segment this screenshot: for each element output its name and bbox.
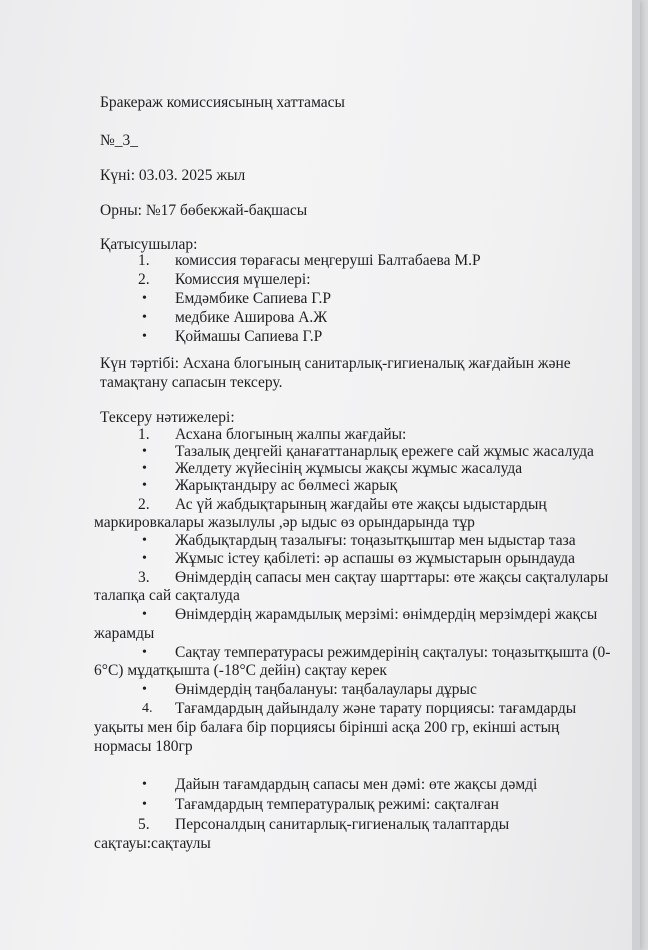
bullet-marker: •: [142, 682, 147, 697]
list-item-text: комиссия төрағасы меңгеруші Балтабаева М.Р: [175, 252, 481, 269]
list-marker: 2.: [138, 271, 150, 288]
list-marker: 1.: [138, 426, 150, 443]
list-item-text: Дайын тағамдардың сапасы мен дәмі: өте жақсы дәмді: [175, 776, 538, 793]
list-item-text: Өнімдердің таңбалануы: таңбалаулары дұрыс: [175, 681, 477, 698]
list-item-text: Комиссия мүшелері:: [175, 271, 311, 288]
list-item-text: Асхана блогының жалпы жағдайы:: [175, 426, 407, 443]
agenda-line: тамақтану сапасын тексеру.: [100, 374, 283, 391]
list-item-text: Жұмыс істеу қабілеті: әр аспашы өз жұмыстарын орындауда: [175, 550, 576, 567]
list-item-continuation: сақтауы:сақтаулы: [94, 835, 211, 852]
bullet-marker: •: [142, 797, 147, 812]
list-item-text: Тазалық деңгейі қанағаттанарлық ережеге сай жұмыс жасалуда: [175, 443, 594, 460]
list-item-continuation: талапқа сай сақталуда: [94, 587, 240, 604]
protocol-number: №_3_: [100, 132, 139, 149]
bullet-marker: 4.: [142, 701, 153, 716]
list-marker: 1.: [138, 252, 150, 269]
bullet-marker: •: [142, 478, 147, 493]
bullet-marker: •: [142, 461, 147, 476]
list-item-continuation: 6°С) мұдатқышта (-18°С дейін) сақтау керек: [94, 662, 387, 679]
bullet-marker: •: [142, 645, 147, 660]
place-line: Орны: №17 бөбекжай-бақшасы: [100, 202, 308, 219]
list-item-text: Тағамдардың дайындалу және тарату порциясы: тағамдарды: [175, 700, 577, 717]
bullet-marker: •: [142, 551, 147, 566]
list-marker: 5.: [138, 816, 150, 833]
date-line: Күні: 03.03. 2025 жыл: [100, 167, 246, 184]
list-item-text: Желдету жүйесінің жұмысы жақсы жұмыс жасалуда: [175, 460, 523, 477]
list-item-text: Өнімдердің жарамдылық мерзімі: өнімдердің мерзімдері жақсы: [175, 606, 598, 623]
list-marker: 3.: [138, 569, 150, 586]
bullet-marker: •: [142, 444, 147, 459]
list-item-continuation: маркировкалары жазылулы ,әр ыдыс өз орындарында тұр: [94, 514, 475, 531]
list-item-text: Жарықтандыру ас бөлмесі жарық: [175, 477, 398, 494]
list-item-text: медбике Аширова А.Ж: [175, 309, 328, 326]
list-item-text: Тағамдардың температуралық режимі: сақталған: [175, 796, 499, 813]
bullet-marker: •: [142, 533, 147, 548]
page-edge: [632, 0, 640, 950]
list-item-text: Персоналдың санитарлық-гигиеналық талаптарды: [175, 816, 510, 833]
results-label: Тексеру нәтижелері:: [100, 409, 235, 426]
bullet-marker: •: [142, 329, 147, 344]
list-item-text: Ас үй жабдықтарының жағдайы өте жақсы ыдыстардың: [175, 496, 547, 513]
list-item-text: Жабдықтардың тазалығы: тоңазытқыштар мен ыдыстар таза: [175, 532, 576, 549]
list-item-continuation: жарамды: [94, 625, 155, 642]
bullet-marker: •: [142, 607, 147, 622]
bullet-marker: •: [142, 777, 147, 792]
list-item-text: Қоймашы Сапиева Г.Р: [175, 328, 323, 345]
list-item-text: Емдәмбике Сапиева Г.Р: [175, 290, 331, 307]
list-item-text: Сақтау температурасы режимдерінің сақталуы: тоңазытқышта (0-: [175, 644, 611, 661]
list-item-continuation: уақыты мен бір балаға бір порциясы бірінші асқа 200 гр, екінші астың: [94, 719, 560, 736]
bullet-marker: •: [142, 310, 147, 325]
list-marker: 2.: [138, 496, 150, 513]
agenda-line: Күн тәртібі: Асхана блогының санитарлық-гигиеналық жағдайын және: [100, 355, 571, 372]
bullet-marker: •: [142, 291, 147, 306]
document-title: Бракераж комиссиясының хаттамасы: [100, 94, 345, 111]
list-item-text: Өнімдердің сапасы мен сақтау шарттары: өте жақсы сақталулары: [175, 569, 609, 586]
participants-label: Қатысушылар:: [100, 236, 198, 253]
list-item-continuation: нормасы 180гр: [94, 738, 193, 755]
